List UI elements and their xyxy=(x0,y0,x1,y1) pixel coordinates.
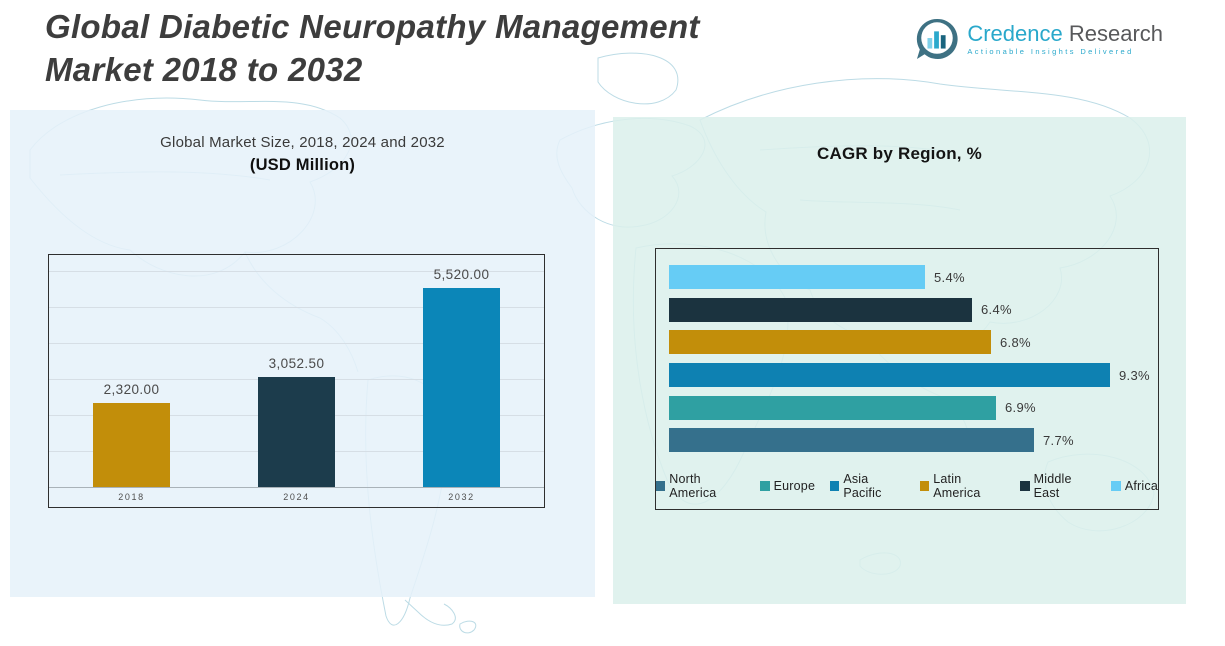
cagr-bar-europe xyxy=(669,396,996,420)
bar-chart-logo-icon xyxy=(916,18,958,60)
bar-column-2024 xyxy=(215,255,378,487)
cagr-panel xyxy=(613,117,1186,604)
cagr-row-africa xyxy=(656,261,1158,294)
legend-item-middle-east xyxy=(1020,472,1095,500)
cagr-bar-middle-east xyxy=(669,298,972,322)
page-title-line2: Market 2018 to 2032 xyxy=(45,50,363,88)
cagr-bar-asia-pacific xyxy=(669,363,1110,387)
legend-label: Europe xyxy=(773,479,816,493)
cagr-value-label: 6.9% xyxy=(1005,400,1036,416)
market-size-title-line1: Global Market Size, 2018, 2024 and 2032 xyxy=(160,134,445,151)
legend-swatch xyxy=(920,481,929,491)
bar-2032 xyxy=(423,288,500,487)
cagr-value-label: 6.4% xyxy=(981,302,1012,318)
x-axis-label-2032: 2032 xyxy=(448,492,475,502)
page-title-line1: Global Diabetic Neuropathy Management xyxy=(45,8,700,45)
legend-label: Africa xyxy=(1124,479,1158,493)
cagr-value-label: 9.3% xyxy=(1119,367,1150,383)
cagr-row-asia-pacific xyxy=(656,359,1158,392)
cagr-chart-title: CAGR by Region, % xyxy=(817,144,982,163)
legend-item-africa xyxy=(1111,472,1158,500)
bar-value-label: 5,520.00 xyxy=(433,267,490,282)
cagr-value-label: 7.7% xyxy=(1043,432,1074,448)
legend-swatch xyxy=(830,481,839,491)
legend-label: Asia Pacific xyxy=(843,472,882,500)
x-axis-label-2018: 2018 xyxy=(118,492,145,502)
market-size-plot-area xyxy=(49,255,544,488)
bar-value-label: 2,320.00 xyxy=(103,382,160,397)
cagr-bar-latin-america xyxy=(669,330,991,354)
legend-swatch xyxy=(1111,481,1121,491)
market-size-title-line2: (USD Million) xyxy=(249,156,356,174)
market-size-chart-title xyxy=(10,134,595,175)
legend-swatch xyxy=(1020,481,1029,491)
market-size-panel xyxy=(10,110,595,597)
cagr-bar-africa xyxy=(669,265,925,289)
legend-item-asia-pacific xyxy=(830,472,905,500)
bar-column-2018 xyxy=(50,255,213,487)
brand-name xyxy=(967,22,1163,45)
brand-name-primary: Credence xyxy=(967,20,1063,46)
bar-2018 xyxy=(93,403,170,487)
legend-item-europe xyxy=(760,472,816,500)
page-title xyxy=(45,6,700,92)
x-axis-label-2024: 2024 xyxy=(283,492,310,502)
legend-swatch xyxy=(656,481,665,491)
bar-column-2032 xyxy=(380,255,543,487)
cagr-plot-area xyxy=(656,249,1158,457)
cagr-bar-north-america xyxy=(669,428,1034,452)
brand-logo-text xyxy=(967,22,1163,56)
cagr-row-middle-east xyxy=(656,294,1158,327)
cagr-chart xyxy=(655,248,1159,510)
bar-value-label: 3,052.50 xyxy=(268,356,325,371)
cagr-row-europe xyxy=(656,391,1158,424)
brand-name-secondary: Research xyxy=(1068,20,1163,46)
brand-logo xyxy=(916,18,1163,60)
legend-label: Middle East xyxy=(1033,472,1072,500)
market-size-x-axis xyxy=(49,487,544,507)
legend-swatch xyxy=(760,481,770,491)
cagr-value-label: 6.8% xyxy=(1000,334,1031,350)
legend-label: Latin America xyxy=(933,472,981,500)
legend-item-north-america xyxy=(656,472,745,500)
brand-tagline: Actionable Insights Delivered xyxy=(967,47,1134,57)
cagr-value-label: 5.4% xyxy=(934,269,965,285)
legend-item-latin-america xyxy=(920,472,1005,500)
cagr-row-latin-america xyxy=(656,326,1158,359)
legend-label: North America xyxy=(669,472,717,500)
cagr-row-north-america xyxy=(656,424,1158,457)
cagr-legend xyxy=(656,472,1158,500)
bar-2024 xyxy=(258,377,335,487)
market-size-chart xyxy=(48,254,545,508)
